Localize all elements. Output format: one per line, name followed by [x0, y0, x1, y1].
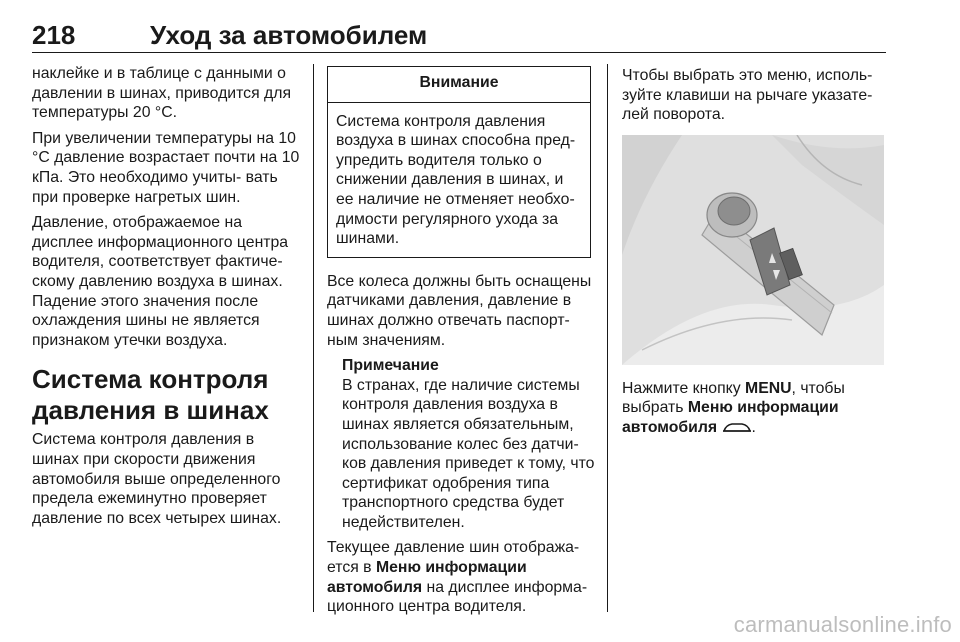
text: , чтобы выбрать [622, 379, 845, 417]
column-2 [327, 66, 595, 623]
page-title: Уход за автомобилем [150, 20, 428, 50]
text: на дисплее информа- ционного центра водителя. [327, 578, 588, 616]
paragraph: Чтобы выбрать это меню, исполь- зуйте клавиши на рычаге указате- лей поворота. [622, 67, 873, 124]
menu-name: Меню информации автомобиля [327, 559, 527, 596]
warning-text: Система контроля давления воздуха в шинах способна пред- упредить водителя только о снижении давления в шинах, и ее наличие не отменяет необхо- димости регулярного ухода за шинами. [336, 112, 576, 248]
note-block [327, 356, 595, 532]
menu-button-label: MENU [745, 379, 792, 397]
page-number: 218 [32, 20, 76, 50]
paragraph: При увеличении температуры на 10 °С давление возрастает почти на 10 кПа. Это необходимо учиты- вать при проверке нагретых шин. [32, 129, 300, 206]
column-3 [622, 66, 884, 444]
watermark: carmanualsonline.info [733, 612, 952, 637]
column-divider [313, 64, 314, 612]
paragraph: Давление, отображаемое на дисплее информационного центра водителя, соответствует фактиче- скому давлению воздуха в шинах. Падение этого значения после охлаждения шины не является признаком утечки воздуха. [32, 214, 289, 349]
column-divider [607, 64, 608, 612]
warning-box [327, 66, 591, 258]
steering-lever-figure [622, 135, 884, 365]
paragraph [622, 379, 884, 438]
steering-lever-illustration [622, 135, 884, 365]
warning-title: Внимание [328, 67, 590, 103]
column-1 [32, 64, 300, 534]
paragraph: наклейке и в таблице с данными о давлении в шинах, приводится для температуры 20 °С. [32, 65, 292, 122]
paragraph: Система контроля давления в шинах при скорости движения автомобиля выше определенного предела ежеминутно проверяет давление по всех четырех шинах. [32, 431, 282, 527]
page-header [32, 22, 886, 53]
menu-name: Меню информации автомобиля [622, 399, 839, 436]
text: Текущее давление шин отобража- ется в [327, 539, 580, 577]
car-icon [722, 421, 752, 435]
note-text: В странах, где наличие системы контроля давления воздуха в шинах является обязательным, использование колес без датчи- ков давления приведет к тому, что сертификат одобрения типа транспортного средства будет недействителен. [342, 376, 595, 531]
text: Нажмите кнопку [622, 379, 746, 397]
section-title: Система контроля давления в шинах [32, 364, 269, 426]
text: . [751, 418, 756, 436]
note-title: Примечание [342, 357, 439, 375]
paragraph [327, 538, 595, 616]
paragraph: Все колеса должны быть оснащены датчиками давления, давление в шинах должно отвечать паспорт- ным значениям. [327, 272, 592, 349]
